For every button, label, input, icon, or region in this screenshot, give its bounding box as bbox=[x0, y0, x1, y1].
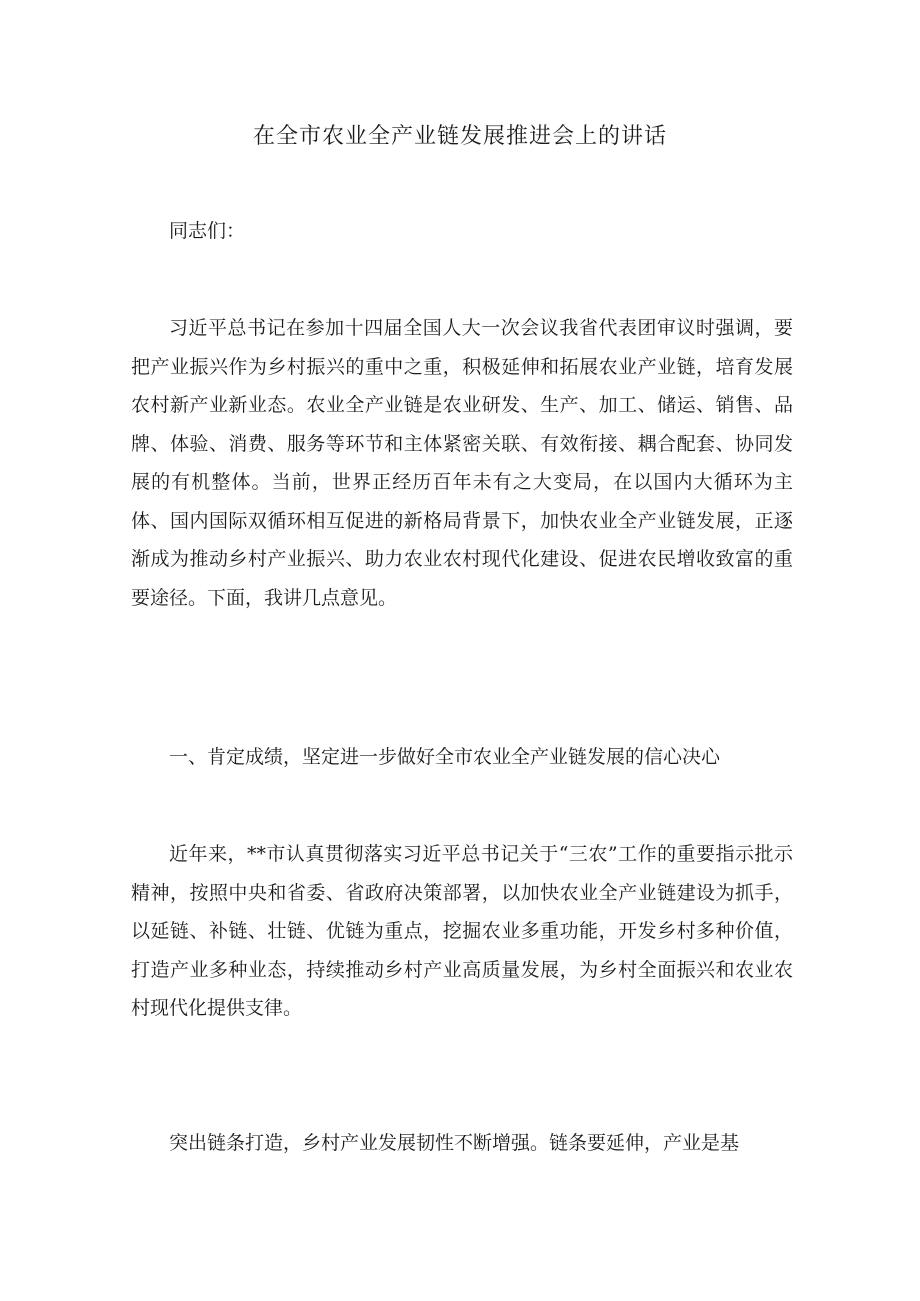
paragraph-chain-building: 突出链条打造，乡村产业发展韧性不断增强。链条要延伸，产业是基 bbox=[169, 1132, 740, 1154]
paragraph-achievements: 近年来，**市认真贯彻落实习近平总书记关于“三农”工作的重要指示批示精神，按照中央和省委、省政府决策部署，以加快农业全产业链建设为抓手，以延链、补链、壮链、优链为重点，挖掘农业多重功能，开发乡村多种价值，打造产业多种业态，持续推动乡村产业高质量发展，为乡村全面振兴和农业农村现代化提供支律。 bbox=[131, 843, 793, 1019]
salutation: 同志们： bbox=[169, 220, 246, 242]
section-heading-1: 一、肯定成绩，坚定进一步做好全市农业全产业链发展的信心决心 bbox=[169, 746, 721, 768]
document-title: 在全市农业全产业链发展推进会上的讲话 bbox=[252, 124, 667, 149]
paragraph-intro: 习近平总书记在参加十四届全国人大一次会议我省代表团审议时强调，要把产业振兴作为乡村振兴的重中之重，积极延伸和拓展农业产业链，培育发展农村新产业新业态。农业全产业链是农业研发、生产、加工、储运、销售、品牌、体验、消费、服务等环节和主体紧密关联、有效衔接、耦合配套、协同发展的有机整体。当前，世界正经历百年未有之大变局，在以国内大循环为主体、国内国际双循环相互促进的新格局背景下，加快农业全产业链发展，正逐渐成为推动乡村产业振兴、助力农业农村现代化建设、促进农民增收致富的重要途径。下面，我讲几点意见。 bbox=[131, 317, 793, 609]
